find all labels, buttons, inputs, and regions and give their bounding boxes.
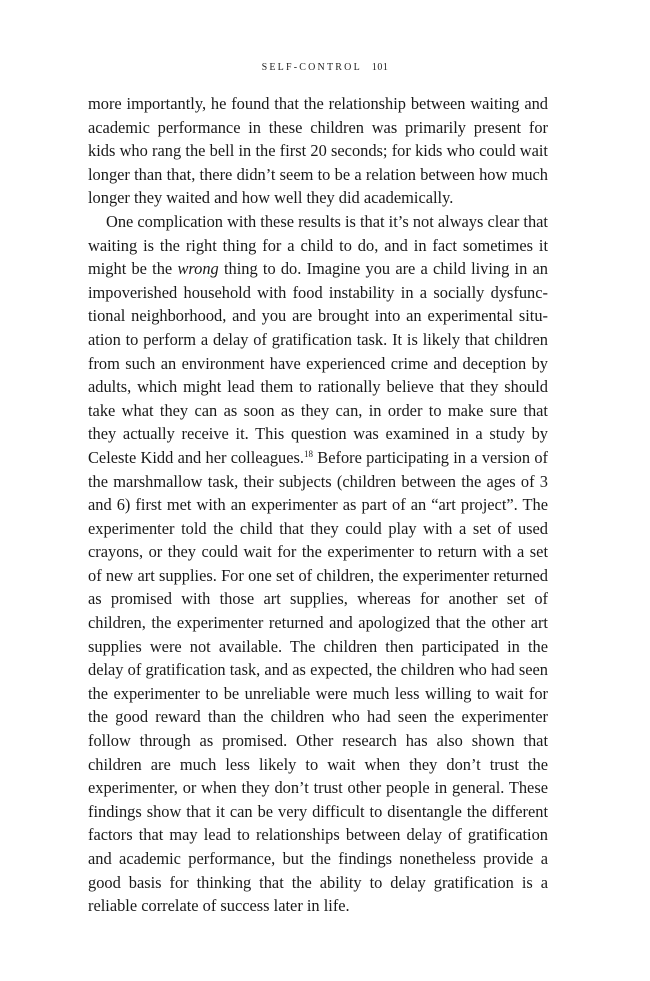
running-title: SELF-CONTROL bbox=[261, 62, 362, 73]
endnote-reference[interactable]: 18 bbox=[304, 448, 313, 459]
running-head bbox=[0, 62, 650, 73]
paragraph-2-part-b: thing to do. Imagine you are a child living in an impoverished household with food instability in a socially dysfunctional neighborhood, and you are brought into an experimental situation to perform a delay of gratification task. It is likely that children from such an environment have experienced crime and deception by adults, which might lead them to rationally believe that they should take what they can as soon as they can, in order to make sure that they actually receive it. This question was examined in a study by Celeste Kidd and her colleagues. bbox=[88, 259, 548, 467]
emphasized-word: wrong bbox=[177, 259, 219, 279]
paragraph-2-part-a: One complication with these results is that it’s not always clear that waiting is the right thing for a child to do, and in fact sometimes it might be the bbox=[88, 211, 548, 279]
paragraph-2-part-c: Before participating in a version of the marshmallow task, their subjects (children between the ages of 3 and 6) first met with an experimenter as part of an “art project”. The experimenter told the child that they could play with a set of used crayons, or they could wait for the experimenter to return with a set of new art supplies. For one set of children, the experimenter returned as promised with those art supplies, whereas for another set of children, the experimenter returned and apologized that the other art supplies were not available. The children then participated in the delay of gratification task, and as expected, the children who had seen the experimenter to be unreliable were much less willing to wait for the good reward than the children who had seen the experimenter follow through as promised. Other research has also shown that children are much less likely to wait when they don’t trust the experimenter, or when they don’t trust other people in general. These findings show that it can be very difficult to disentangle the different factors that may lead to relationships between delay of gratification and academic performance, but the findings nonetheless provide a good basis for thinking that the ability to delay gratification is a reliable correlate of success later in life. bbox=[88, 447, 549, 916]
paragraph-2 bbox=[88, 210, 548, 918]
page-number: 101 bbox=[371, 62, 389, 73]
body-text bbox=[88, 92, 548, 918]
paragraph-1: more importantly, he found that the relationship between waiting and academic performance in these children was primarily present for kids who rang the bell in the first 20 seconds; for kids who could wait longer than that, there didn’t seem to be a relation between how much longer they waited and how well they did academically. bbox=[88, 94, 548, 208]
